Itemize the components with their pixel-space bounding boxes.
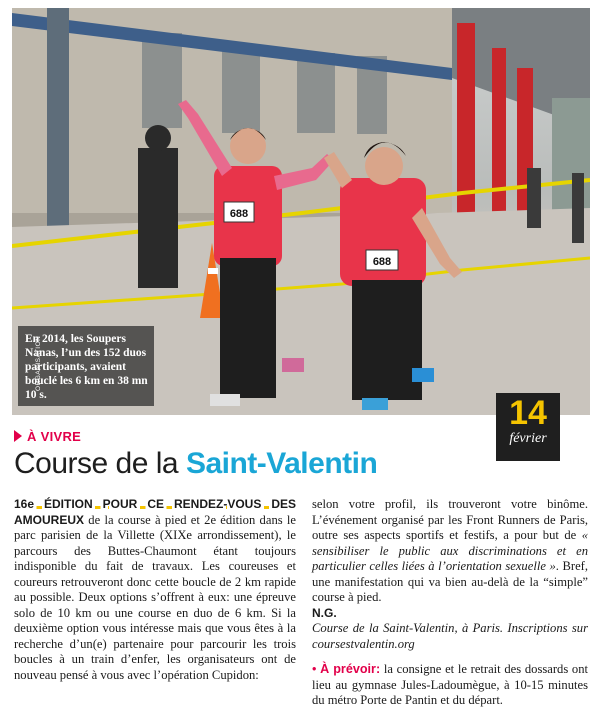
runner-left-shoe	[210, 394, 240, 406]
prevoir-label: À prévoir:	[320, 662, 381, 676]
date-month: février	[509, 431, 547, 446]
prevoir-text: la consigne et le retrait des dossards ont lieu au gymnase Jules-Ladoumègue, à 10-15 minutes du métro Porte de Pantin et du départ.	[312, 662, 589, 707]
trees	[552, 98, 590, 218]
article-lead: 16e ÉDITION POUR CE RENDEZ-VOUS DES AMOUREUX	[14, 497, 296, 527]
red-post	[492, 48, 506, 223]
runner-right-bib-number: 688	[372, 256, 392, 268]
article-paragraph	[312, 497, 588, 606]
article-headline	[14, 445, 377, 483]
runner-right-face	[365, 147, 403, 185]
photographer-head	[145, 125, 171, 151]
bullet-dot-icon: •	[312, 662, 321, 676]
photo-caption: En 2014, les Soupers Nanas, l’un des 152 duos participants, avaient bouclé les 6 km en 38 mn 10 s.	[18, 326, 154, 406]
article-body-right-1: selon votre profil, ils trouveront votre binôme. L’événement organisé par les Front Runners de Paris, outre ses aspects sportifs et festifs, a pour but de	[312, 497, 588, 542]
cone-stripe	[208, 268, 218, 274]
play-arrow-icon	[14, 430, 22, 442]
photo-credit: ORGANISATION	[35, 335, 42, 391]
article-paragraph	[14, 497, 296, 683]
article-body-right-2: . Bref, une manifestation qui va bien au-delà de la “simple” course à pied.	[312, 559, 588, 604]
section-rubric	[14, 428, 81, 444]
runner-left-pants	[220, 258, 276, 398]
article-body-left: de la course à pied et 2e édition dans le parc parisien de la Villette (XIXe arrondissement), le parcours des Buttes-Chaumont étant toujours indisponible du fait de travaux. Les coureuses et coureurs retrouveront donc cette boucle de 2 km rapide au possible. Deux options s’offrent à eux: une épreuve solo de 10 km ou une course en duo de 6 km. Si la deuxième option vous intéresse mais que vous êtes à la recherche d’un(e) partenaire pour parcourir les trois boucles à un train d’enfer, les organisateurs ont de nouveau pensé à vous avec l’opération Cupidon:	[14, 512, 296, 682]
article-column-right	[312, 497, 588, 709]
headline-part-2: Saint-Valentin	[185, 447, 378, 480]
rubric-label: À VIVRE	[27, 428, 82, 444]
window	[297, 53, 335, 133]
headline-part-1: Course de la	[14, 447, 186, 480]
runner-right-shoe	[412, 368, 434, 382]
photographer	[138, 148, 178, 288]
runner-left-bib-number: 688	[229, 208, 249, 220]
date-day: 14	[509, 394, 547, 432]
article-photo	[12, 8, 590, 415]
event-info: Course de la Saint-Valentin, à Paris. Inscriptions sur coursestvalentin.org	[312, 621, 588, 651]
prevoir-paragraph	[312, 662, 588, 709]
window	[142, 33, 182, 128]
runner-right-pants	[352, 280, 422, 400]
runner-right-shoe	[362, 398, 388, 410]
author-signature: N.G.	[312, 605, 337, 620]
article-column-left	[14, 497, 296, 683]
runner-left-shoe	[282, 358, 304, 372]
window	[222, 48, 260, 133]
bystander	[572, 173, 584, 243]
bystander	[527, 168, 541, 228]
date-badge	[496, 393, 560, 461]
article-quote: « sensibiliser le public aux discriminations et en particulier celles liées à l’orientation sexuelle »	[312, 528, 588, 573]
red-post	[457, 23, 475, 213]
